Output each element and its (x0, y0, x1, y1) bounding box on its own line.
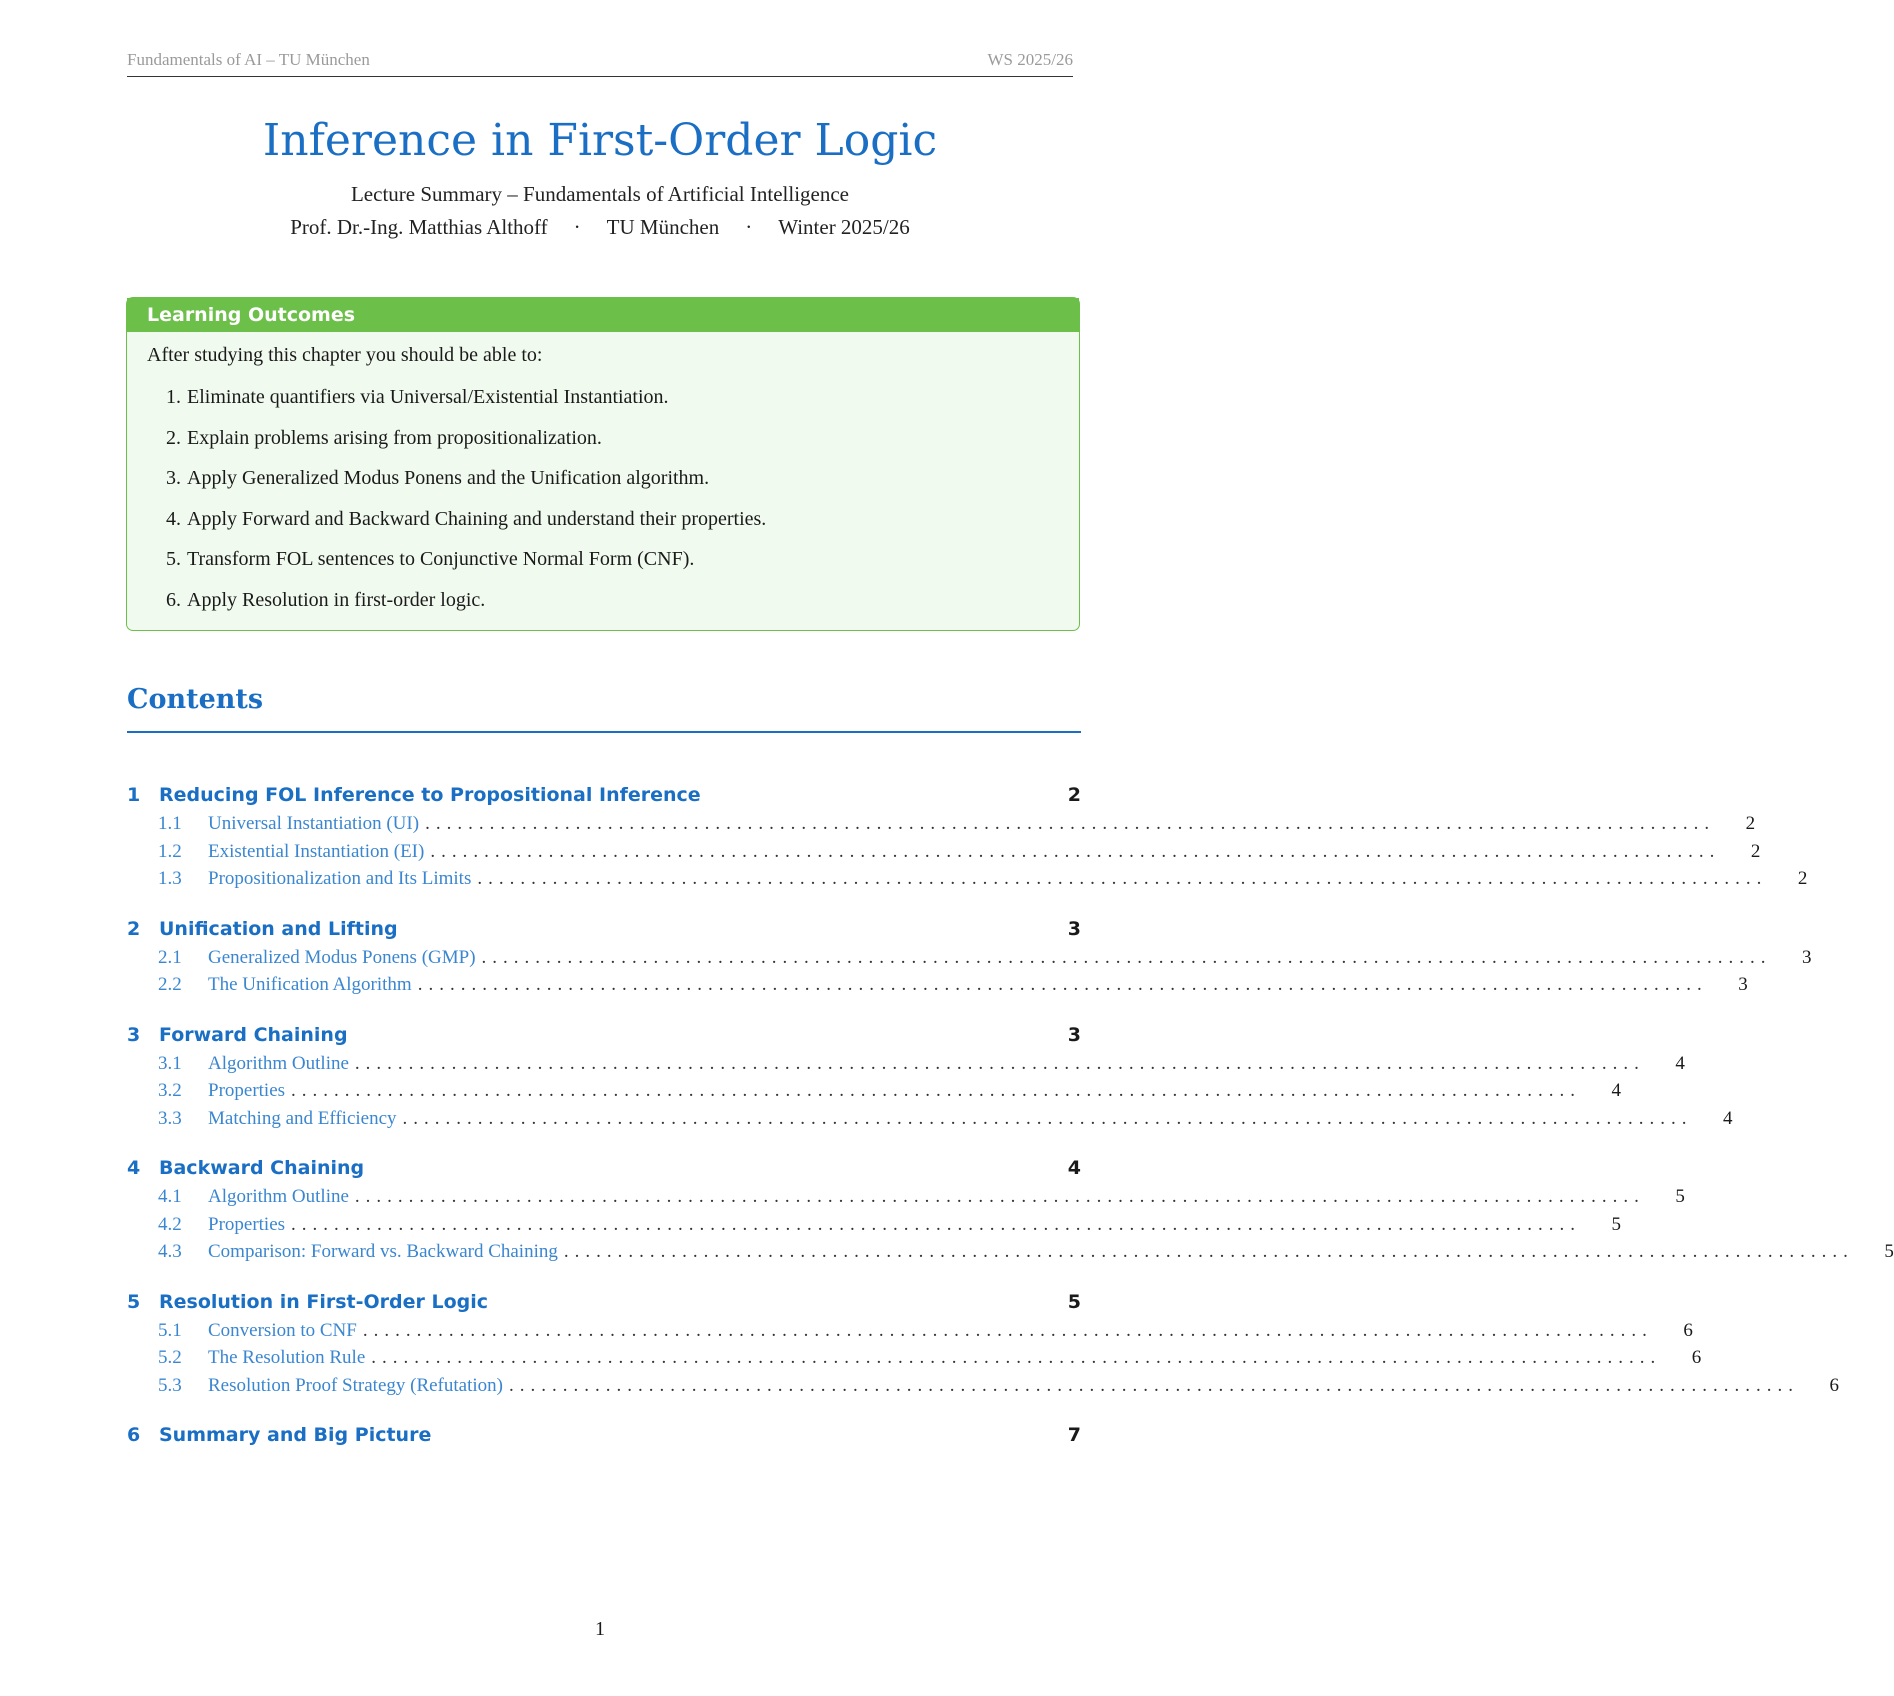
toc-section-number: 6 (127, 1424, 141, 1446)
toc-subsection-number: 1.2 (158, 840, 182, 862)
toc-dot-leader: ........................................................................................................................ (417, 974, 1708, 995)
toc-section-title: Unification and Lifting (159, 917, 398, 940)
toc-dot-leader: ........................................................................................................................ (354, 1052, 1645, 1074)
toc-subsection-page: 5 (1675, 1186, 1685, 1207)
toc-section (127, 1287, 1839, 1400)
learning-outcome-text: Eliminate quantifiers via Universal/Existential Instantiation. (187, 386, 669, 408)
toc-section-number: 4 (127, 1157, 141, 1179)
toc-subsection-page: 4 (1723, 1107, 1733, 1129)
learning-outcome-text: Apply Generalized Modus Ponens and the Unification algorithm. (187, 467, 710, 490)
toc-subsection-page: 6 (1829, 1374, 1839, 1396)
toc-subsection-link[interactable] (127, 1238, 1894, 1266)
toc-section-page: 3 (1067, 1023, 1081, 1046)
toc-subsection-page: 3 (1738, 974, 1748, 995)
learning-outcome-text: Explain problems arising from propositionalization. (187, 426, 602, 449)
learning-outcome-number: 5. (166, 548, 181, 571)
toc-dot-leader: ........................................................................................................................ (402, 1107, 1693, 1129)
toc-dot-leader: ........................................................................................................................ (362, 1319, 1653, 1341)
learning-outcome-text: Apply Forward and Backward Chaining and understand their properties. (187, 507, 767, 530)
toc-subsection-title: Algorithm Outline (208, 1186, 349, 1207)
toc-subsection-page: 5 (1884, 1241, 1894, 1262)
toc-subsection-link[interactable] (127, 810, 1756, 838)
toc-subsection-number: 4.2 (158, 1213, 182, 1235)
toc-section-title: Resolution in First-Order Logic (159, 1290, 489, 1313)
toc-subsection-link[interactable] (127, 1317, 1693, 1345)
toc-dot-leader: ........................................................................................................................ (291, 1213, 1582, 1235)
toc-subsection-link[interactable] (127, 1372, 1839, 1400)
toc-section-link[interactable] (127, 1287, 1081, 1317)
toc-section-number: 1 (127, 784, 141, 806)
contents-divider (127, 731, 1081, 733)
learning-outcomes-intro: After studying this chapter you should be able to: (147, 344, 543, 366)
learning-outcome-number: 3. (166, 467, 181, 490)
learning-outcomes-list (153, 386, 766, 630)
toc-subsection-title: Matching and Efficiency (208, 1107, 397, 1129)
toc-dot-leader: ........................................................................................................................ (425, 813, 1716, 834)
table-of-contents (127, 780, 1894, 1471)
toc-section-number: 2 (127, 917, 141, 940)
learning-outcome-item (153, 589, 766, 630)
learning-outcome-text: Apply Resolution in first-order logic. (187, 588, 486, 611)
toc-subsection-page: 2 (1797, 868, 1808, 889)
page-number: 1 (595, 1618, 605, 1640)
learning-outcome-item (153, 548, 766, 589)
toc-section-title: Summary and Big Picture (159, 1424, 432, 1446)
toc-subsection-page: 6 (1691, 1347, 1702, 1368)
toc-section-page: 7 (1067, 1424, 1081, 1446)
toc-section (127, 1420, 1081, 1450)
document-subtitle: Lecture Summary – Fundamentals of Artificial Intelligence (350, 182, 849, 206)
toc-section-page: 3 (1067, 917, 1081, 940)
header-term: WS 2025/26 (987, 50, 1073, 69)
separator-dot: · (573, 215, 581, 239)
toc-section (127, 914, 1812, 999)
toc-subsection-number: 5.1 (158, 1319, 182, 1341)
learning-outcome-item (153, 467, 766, 508)
learning-outcomes-heading: Learning Outcomes (127, 298, 1079, 332)
toc-subsection-number: 5.2 (158, 1347, 182, 1368)
toc-subsection-link[interactable] (127, 838, 1761, 866)
toc-subsection-page: 2 (1745, 813, 1756, 834)
learning-outcome-number: 4. (166, 507, 181, 530)
toc-subsection-link[interactable] (127, 1344, 1702, 1372)
toc-dot-leader: ........................................................................................................................ (430, 840, 1721, 862)
toc-dot-leader: ........................................................................................................................ (477, 868, 1768, 889)
toc-subsection-number: 1.3 (158, 868, 182, 889)
learning-outcomes-box (126, 297, 1080, 631)
toc-subsection-title: Comparison: Forward vs. Backward Chaining (208, 1241, 558, 1262)
toc-subsection-title: Conversion to CNF (208, 1319, 357, 1341)
toc-subsection-title: Propositionalization and Its Limits (208, 868, 472, 889)
toc-subsection-number: 1.1 (158, 813, 182, 834)
toc-section-link[interactable] (127, 1420, 1081, 1450)
toc-subsection-page: 5 (1611, 1213, 1622, 1235)
contents-heading: Contents (127, 684, 264, 715)
toc-subsection-link[interactable] (127, 1077, 1622, 1105)
toc-subsection-link[interactable] (127, 1183, 1685, 1211)
toc-subsection-number: 3.1 (158, 1052, 182, 1074)
toc-subsection-title: Algorithm Outline (208, 1052, 349, 1074)
learning-outcome-number: 6. (166, 588, 181, 611)
toc-subsection-title: The Unification Algorithm (208, 974, 412, 995)
author-name: Prof. Dr.-Ing. Matthias Althoff (290, 215, 548, 239)
toc-section-title: Reducing FOL Inference to Propositional Inference (159, 784, 701, 806)
toc-subsection-title: Properties (208, 1213, 286, 1235)
learning-outcome-item (153, 508, 766, 549)
toc-dot-leader: ........................................................................................................................ (371, 1347, 1662, 1368)
term: Winter 2025/26 (778, 215, 910, 239)
toc-section-page: 4 (1067, 1157, 1081, 1179)
toc-subsection-number: 2.1 (158, 946, 182, 968)
toc-subsection-link[interactable] (127, 1050, 1685, 1078)
toc-section-title: Backward Chaining (159, 1157, 365, 1179)
toc-section (127, 780, 1808, 893)
toc-subsection-page: 3 (1802, 946, 1812, 968)
learning-outcome-number: 2. (166, 426, 181, 449)
toc-subsection-title: Properties (208, 1080, 286, 1101)
toc-section-number: 3 (127, 1023, 141, 1046)
toc-subsection-number: 3.3 (158, 1107, 182, 1129)
author-line (0, 215, 1200, 240)
toc-dot-leader: ........................................................................................................................ (563, 1241, 1854, 1262)
learning-outcome-item (153, 427, 766, 468)
toc-subsection-link[interactable] (127, 1211, 1622, 1239)
separator-dot: · (745, 215, 753, 239)
toc-dot-leader: ........................................................................................................................ (354, 1186, 1645, 1207)
toc-section-link[interactable] (127, 780, 1081, 810)
toc-subsection-number: 4.3 (158, 1241, 182, 1262)
toc-section-number: 5 (127, 1290, 141, 1313)
toc-subsection-title: Existential Instantiation (EI) (208, 840, 425, 862)
document-title: Inference in First-Order Logic (262, 115, 938, 166)
toc-dot-leader: ........................................................................................................................ (508, 1374, 1799, 1396)
toc-subsection-link[interactable] (127, 1105, 1733, 1133)
toc-section-title: Forward Chaining (159, 1023, 348, 1046)
toc-subsection-number: 4.1 (158, 1186, 182, 1207)
toc-dot-leader: ........................................................................................................................ (481, 946, 1772, 968)
toc-subsection-number: 2.2 (158, 974, 182, 995)
institution: TU München (606, 215, 720, 239)
learning-outcome-number: 1. (166, 386, 181, 408)
toc-subsection-page: 6 (1683, 1319, 1693, 1341)
toc-subsection-title: Generalized Modus Ponens (GMP) (208, 946, 476, 968)
toc-section-link[interactable] (127, 1153, 1081, 1183)
toc-subsection-page: 4 (1675, 1052, 1685, 1074)
toc-subsection-link[interactable] (127, 865, 1808, 893)
toc-subsection-page: 2 (1750, 840, 1761, 862)
toc-dot-leader: ........................................................................................................................ (291, 1080, 1582, 1101)
toc-section-page: 5 (1067, 1290, 1081, 1313)
header-course: Fundamentals of AI – TU München (127, 50, 370, 69)
toc-subsection-number: 3.2 (158, 1080, 182, 1101)
toc-section-link[interactable] (127, 914, 1081, 944)
toc-subsection-number: 5.3 (158, 1374, 182, 1396)
learning-outcome-text: Transform FOL sentences to Conjunctive Normal Form (CNF). (187, 548, 695, 571)
toc-subsection-link[interactable] (127, 944, 1812, 972)
toc-subsection-title: The Resolution Rule (208, 1347, 366, 1368)
toc-subsection-page: 4 (1611, 1080, 1622, 1101)
toc-section-page: 2 (1067, 784, 1081, 806)
toc-subsection-link[interactable] (127, 971, 1748, 999)
toc-subsection-title: Resolution Proof Strategy (Refutation) (208, 1374, 503, 1396)
running-header (127, 50, 1073, 77)
toc-section (127, 1153, 1894, 1266)
toc-section-link[interactable] (127, 1020, 1081, 1050)
toc-subsection-title: Universal Instantiation (UI) (208, 813, 420, 834)
toc-section (127, 1020, 1733, 1133)
learning-outcome-item (153, 386, 766, 427)
